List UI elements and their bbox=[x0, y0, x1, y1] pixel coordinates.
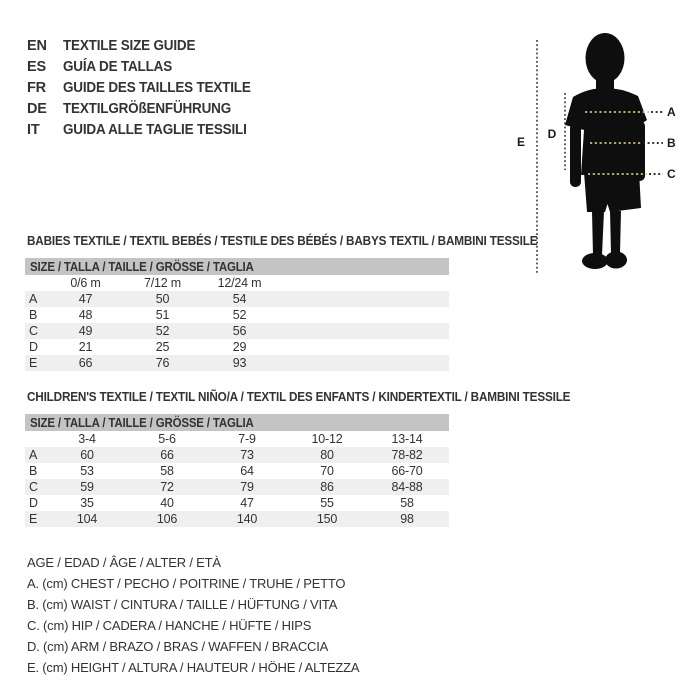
language-title-list bbox=[27, 35, 265, 140]
cell-value: 49 bbox=[78, 324, 93, 338]
cell-value: 47 bbox=[240, 496, 254, 510]
cell-value: 80 bbox=[320, 448, 334, 462]
column-header: 0/6 m bbox=[70, 276, 101, 290]
row-label: D bbox=[29, 340, 38, 354]
language-code: ES bbox=[27, 58, 46, 75]
table-row-a bbox=[25, 291, 449, 307]
language-row-it bbox=[27, 119, 265, 140]
children-column-header-row bbox=[25, 431, 449, 447]
cell-value: 66 bbox=[78, 356, 93, 370]
column-header: 3-4 bbox=[78, 432, 96, 446]
language-code: DE bbox=[27, 100, 47, 117]
legend-arm-line: D. (cm) ARM / BRAZO / BRAS / WAFFEN / BRACCIA bbox=[27, 639, 329, 654]
language-title: GUIDA ALLE TAGLIE TESSILI bbox=[63, 121, 247, 138]
legend-age-line: AGE / EDAD / ÂGE / ALTER / ETÀ bbox=[27, 555, 221, 570]
language-title: GUÍA DE TALLAS bbox=[63, 58, 173, 75]
cell-value: 59 bbox=[80, 480, 94, 494]
cell-value: 150 bbox=[316, 512, 338, 526]
cell-value: 52 bbox=[155, 324, 170, 338]
size-header-label: SIZE / TALLA / TAILLE / GRÖSSE / TAGLIA bbox=[30, 259, 254, 274]
language-row-fr bbox=[27, 77, 265, 98]
language-row-es bbox=[27, 56, 265, 77]
row-label: B bbox=[29, 308, 38, 322]
row-label: A bbox=[29, 448, 38, 462]
column-header: 13-14 bbox=[391, 432, 423, 446]
size-header-label: SIZE / TALLA / TAILLE / GRÖSSE / TAGLIA bbox=[30, 415, 254, 430]
column-header: 10-12 bbox=[311, 432, 343, 446]
children-section-title: CHILDREN'S TEXTILE / TEXTIL NIÑO/A / TEXTIL DES ENFANTS / KINDERTEXTIL / BAMBINI TESSILE bbox=[27, 390, 571, 404]
measure-label-c: C bbox=[667, 167, 676, 181]
cell-value: 78-82 bbox=[391, 448, 423, 462]
babies-size-table bbox=[25, 258, 449, 371]
cell-value: 79 bbox=[240, 480, 254, 494]
cell-value: 86 bbox=[320, 480, 334, 494]
column-header: 7-9 bbox=[238, 432, 256, 446]
cell-value: 98 bbox=[400, 512, 414, 526]
table-row-e bbox=[25, 355, 449, 371]
row-label: C bbox=[29, 480, 38, 494]
table-row-d bbox=[25, 495, 449, 511]
cell-value: 48 bbox=[78, 308, 93, 322]
row-label: B bbox=[29, 464, 38, 478]
child-silhouette-icon bbox=[565, 33, 647, 269]
cell-value: 76 bbox=[155, 356, 170, 370]
babies-section-title: BABIES TEXTILE / TEXTIL BEBÉS / TESTILE DES BÉBÉS / BABYS TEXTIL / BAMBINI TESSILE bbox=[27, 234, 538, 248]
cell-value: 72 bbox=[160, 480, 174, 494]
measure-label-a: A bbox=[667, 105, 676, 119]
babies-size-header-bar bbox=[25, 258, 449, 275]
cell-value: 60 bbox=[80, 448, 94, 462]
cell-value: 53 bbox=[80, 464, 94, 478]
children-size-table bbox=[25, 414, 449, 527]
legend-height-line: E. (cm) HEIGHT / ALTURA / HAUTEUR / HÖHE / ALTEZZA bbox=[27, 660, 360, 675]
legend-hip-line: C. (cm) HIP / CADERA / HANCHE / HÜFTE / HIPS bbox=[27, 618, 312, 633]
row-label: A bbox=[29, 292, 38, 306]
cell-value: 25 bbox=[155, 340, 170, 354]
cell-value: 66 bbox=[160, 448, 174, 462]
table-row-e bbox=[25, 511, 449, 527]
column-header: 12/24 m bbox=[217, 276, 262, 290]
language-row-de bbox=[27, 98, 265, 119]
cell-value: 106 bbox=[156, 512, 178, 526]
cell-value: 84-88 bbox=[391, 480, 423, 494]
table-row-b bbox=[25, 307, 449, 323]
cell-value: 73 bbox=[240, 448, 254, 462]
language-title: GUIDE DES TAILLES TEXTILE bbox=[63, 79, 251, 96]
cell-value: 56 bbox=[232, 324, 247, 338]
language-row-en bbox=[27, 35, 265, 56]
row-label: E bbox=[29, 512, 38, 526]
table-row-a bbox=[25, 447, 449, 463]
cell-value: 52 bbox=[232, 308, 247, 322]
cell-value: 140 bbox=[236, 512, 258, 526]
measure-label-e: E bbox=[516, 135, 526, 149]
cell-value: 93 bbox=[232, 356, 247, 370]
cell-value: 35 bbox=[80, 496, 94, 510]
table-row-c bbox=[25, 479, 449, 495]
cell-value: 58 bbox=[160, 464, 174, 478]
language-code: FR bbox=[27, 79, 46, 96]
cell-value: 55 bbox=[320, 496, 334, 510]
language-code: EN bbox=[27, 37, 47, 54]
cell-value: 47 bbox=[78, 292, 93, 306]
cell-value: 70 bbox=[320, 464, 334, 478]
measurement-legend bbox=[27, 552, 359, 678]
cell-value: 66-70 bbox=[391, 464, 423, 478]
cell-value: 54 bbox=[232, 292, 247, 306]
cell-value: 50 bbox=[155, 292, 170, 306]
cell-value: 104 bbox=[76, 512, 98, 526]
cell-value: 51 bbox=[155, 308, 170, 322]
children-size-header-bar bbox=[25, 414, 449, 431]
column-header: 7/12 m bbox=[143, 276, 181, 290]
row-label: E bbox=[29, 356, 38, 370]
cell-value: 29 bbox=[232, 340, 247, 354]
cell-value: 40 bbox=[160, 496, 174, 510]
row-label: D bbox=[29, 496, 38, 510]
language-code: IT bbox=[27, 121, 40, 138]
language-title: TEXTILE SIZE GUIDE bbox=[63, 37, 196, 54]
legend-waist-line: B. (cm) WAIST / CINTURA / TAILLE / HÜFTUNG / VITA bbox=[27, 597, 338, 612]
measure-label-d: D bbox=[547, 127, 557, 141]
babies-column-header-row bbox=[25, 275, 449, 291]
row-label: C bbox=[29, 324, 38, 338]
cell-value: 21 bbox=[78, 340, 93, 354]
table-row-d bbox=[25, 339, 449, 355]
language-title: TEXTILGRÖßENFÜHRUNG bbox=[63, 100, 232, 117]
table-row-b bbox=[25, 463, 449, 479]
column-header: 5-6 bbox=[158, 432, 176, 446]
cell-value: 64 bbox=[240, 464, 254, 478]
legend-chest-line: A. (cm) CHEST / PECHO / POITRINE / TRUHE / PETTO bbox=[27, 576, 346, 591]
table-row-c bbox=[25, 323, 449, 339]
cell-value: 58 bbox=[400, 496, 414, 510]
measure-label-b: B bbox=[667, 136, 676, 150]
